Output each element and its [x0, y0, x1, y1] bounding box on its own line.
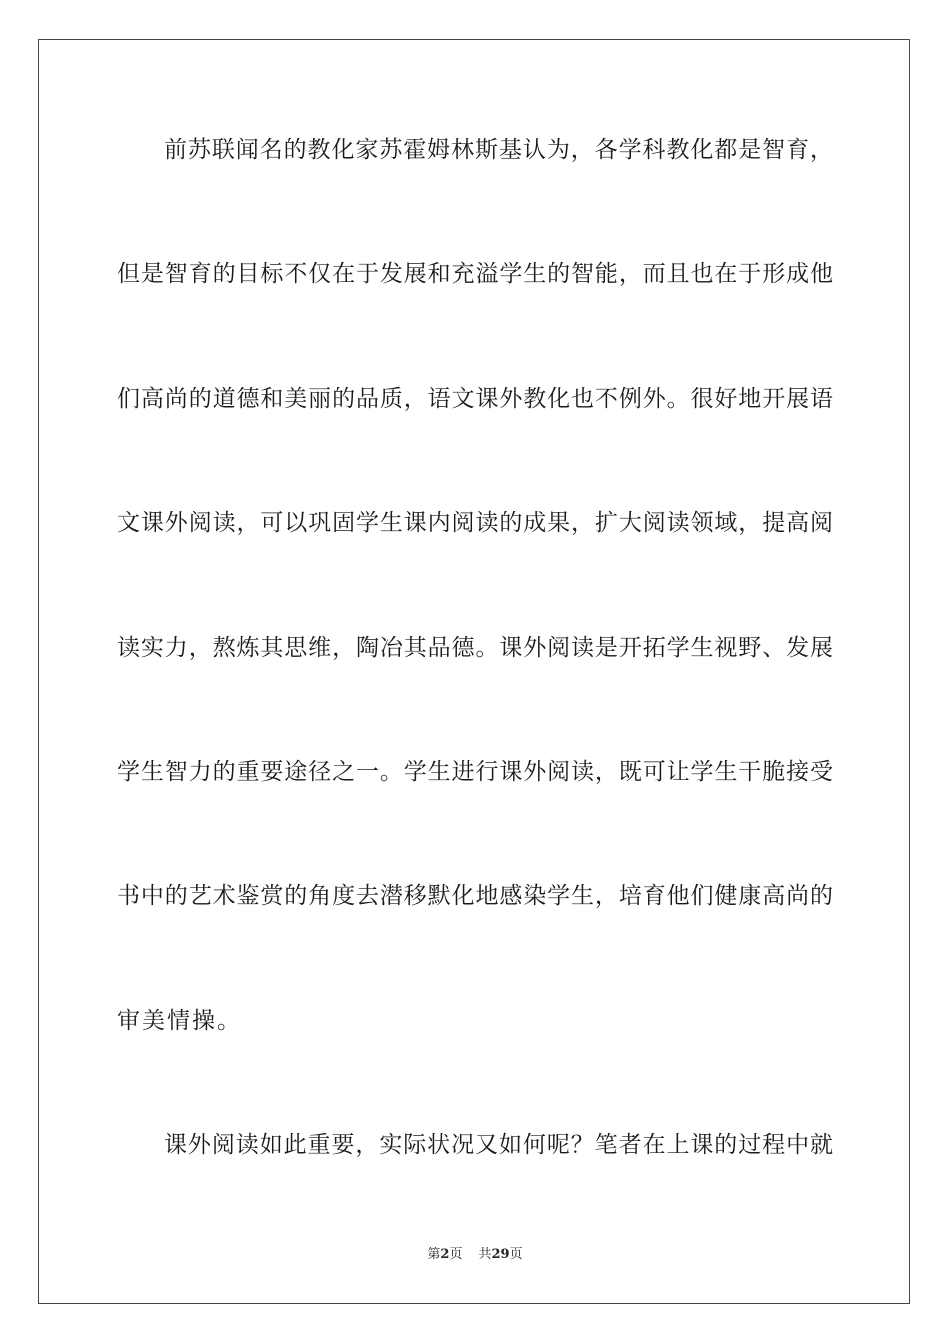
text-line: 课外阅读如此重要，实际状况又如何呢？笔者在上课的过程中就: [164, 1132, 833, 1158]
page-footer: [0, 1246, 950, 1264]
text-line: 文课外阅读，可以巩固学生课内阅读的成果，扩大阅读领域，提高阅: [117, 510, 833, 536]
page-border: [38, 39, 910, 1304]
total-pages-label: [478, 1246, 522, 1264]
current-page-number: 2: [440, 1247, 450, 1262]
page-number-label: [427, 1246, 462, 1264]
text-line: 书中的艺术鉴赏的角度去潜移默化地感染学生，培育他们健康高尚的: [117, 883, 833, 909]
text-line: 读实力，熬炼其思维，陶冶其品德。课外阅读是开拓学生视野、发展: [117, 635, 833, 661]
page-suffix: 页: [449, 1247, 463, 1262]
text-line: 但是智育的目标不仅在于发展和充溢学生的智能，而且也在于形成他: [117, 261, 833, 287]
text-line: 审美情操。: [117, 1008, 242, 1034]
text-line: 学生智力的重要途径之一。学生进行课外阅读，既可让学生干脆接受: [117, 759, 833, 785]
total-suffix: 页: [509, 1247, 523, 1262]
text-line: 前苏联闻名的教化家苏霍姆林斯基认为，各学科教化都是智育，: [164, 137, 833, 163]
text-line: 们高尚的道德和美丽的品质，语文课外教化也不例外。很好地开展语: [117, 386, 833, 412]
total-pages-number: 29: [491, 1247, 510, 1262]
total-prefix: 共: [478, 1247, 492, 1262]
page-prefix: 第: [427, 1247, 441, 1262]
